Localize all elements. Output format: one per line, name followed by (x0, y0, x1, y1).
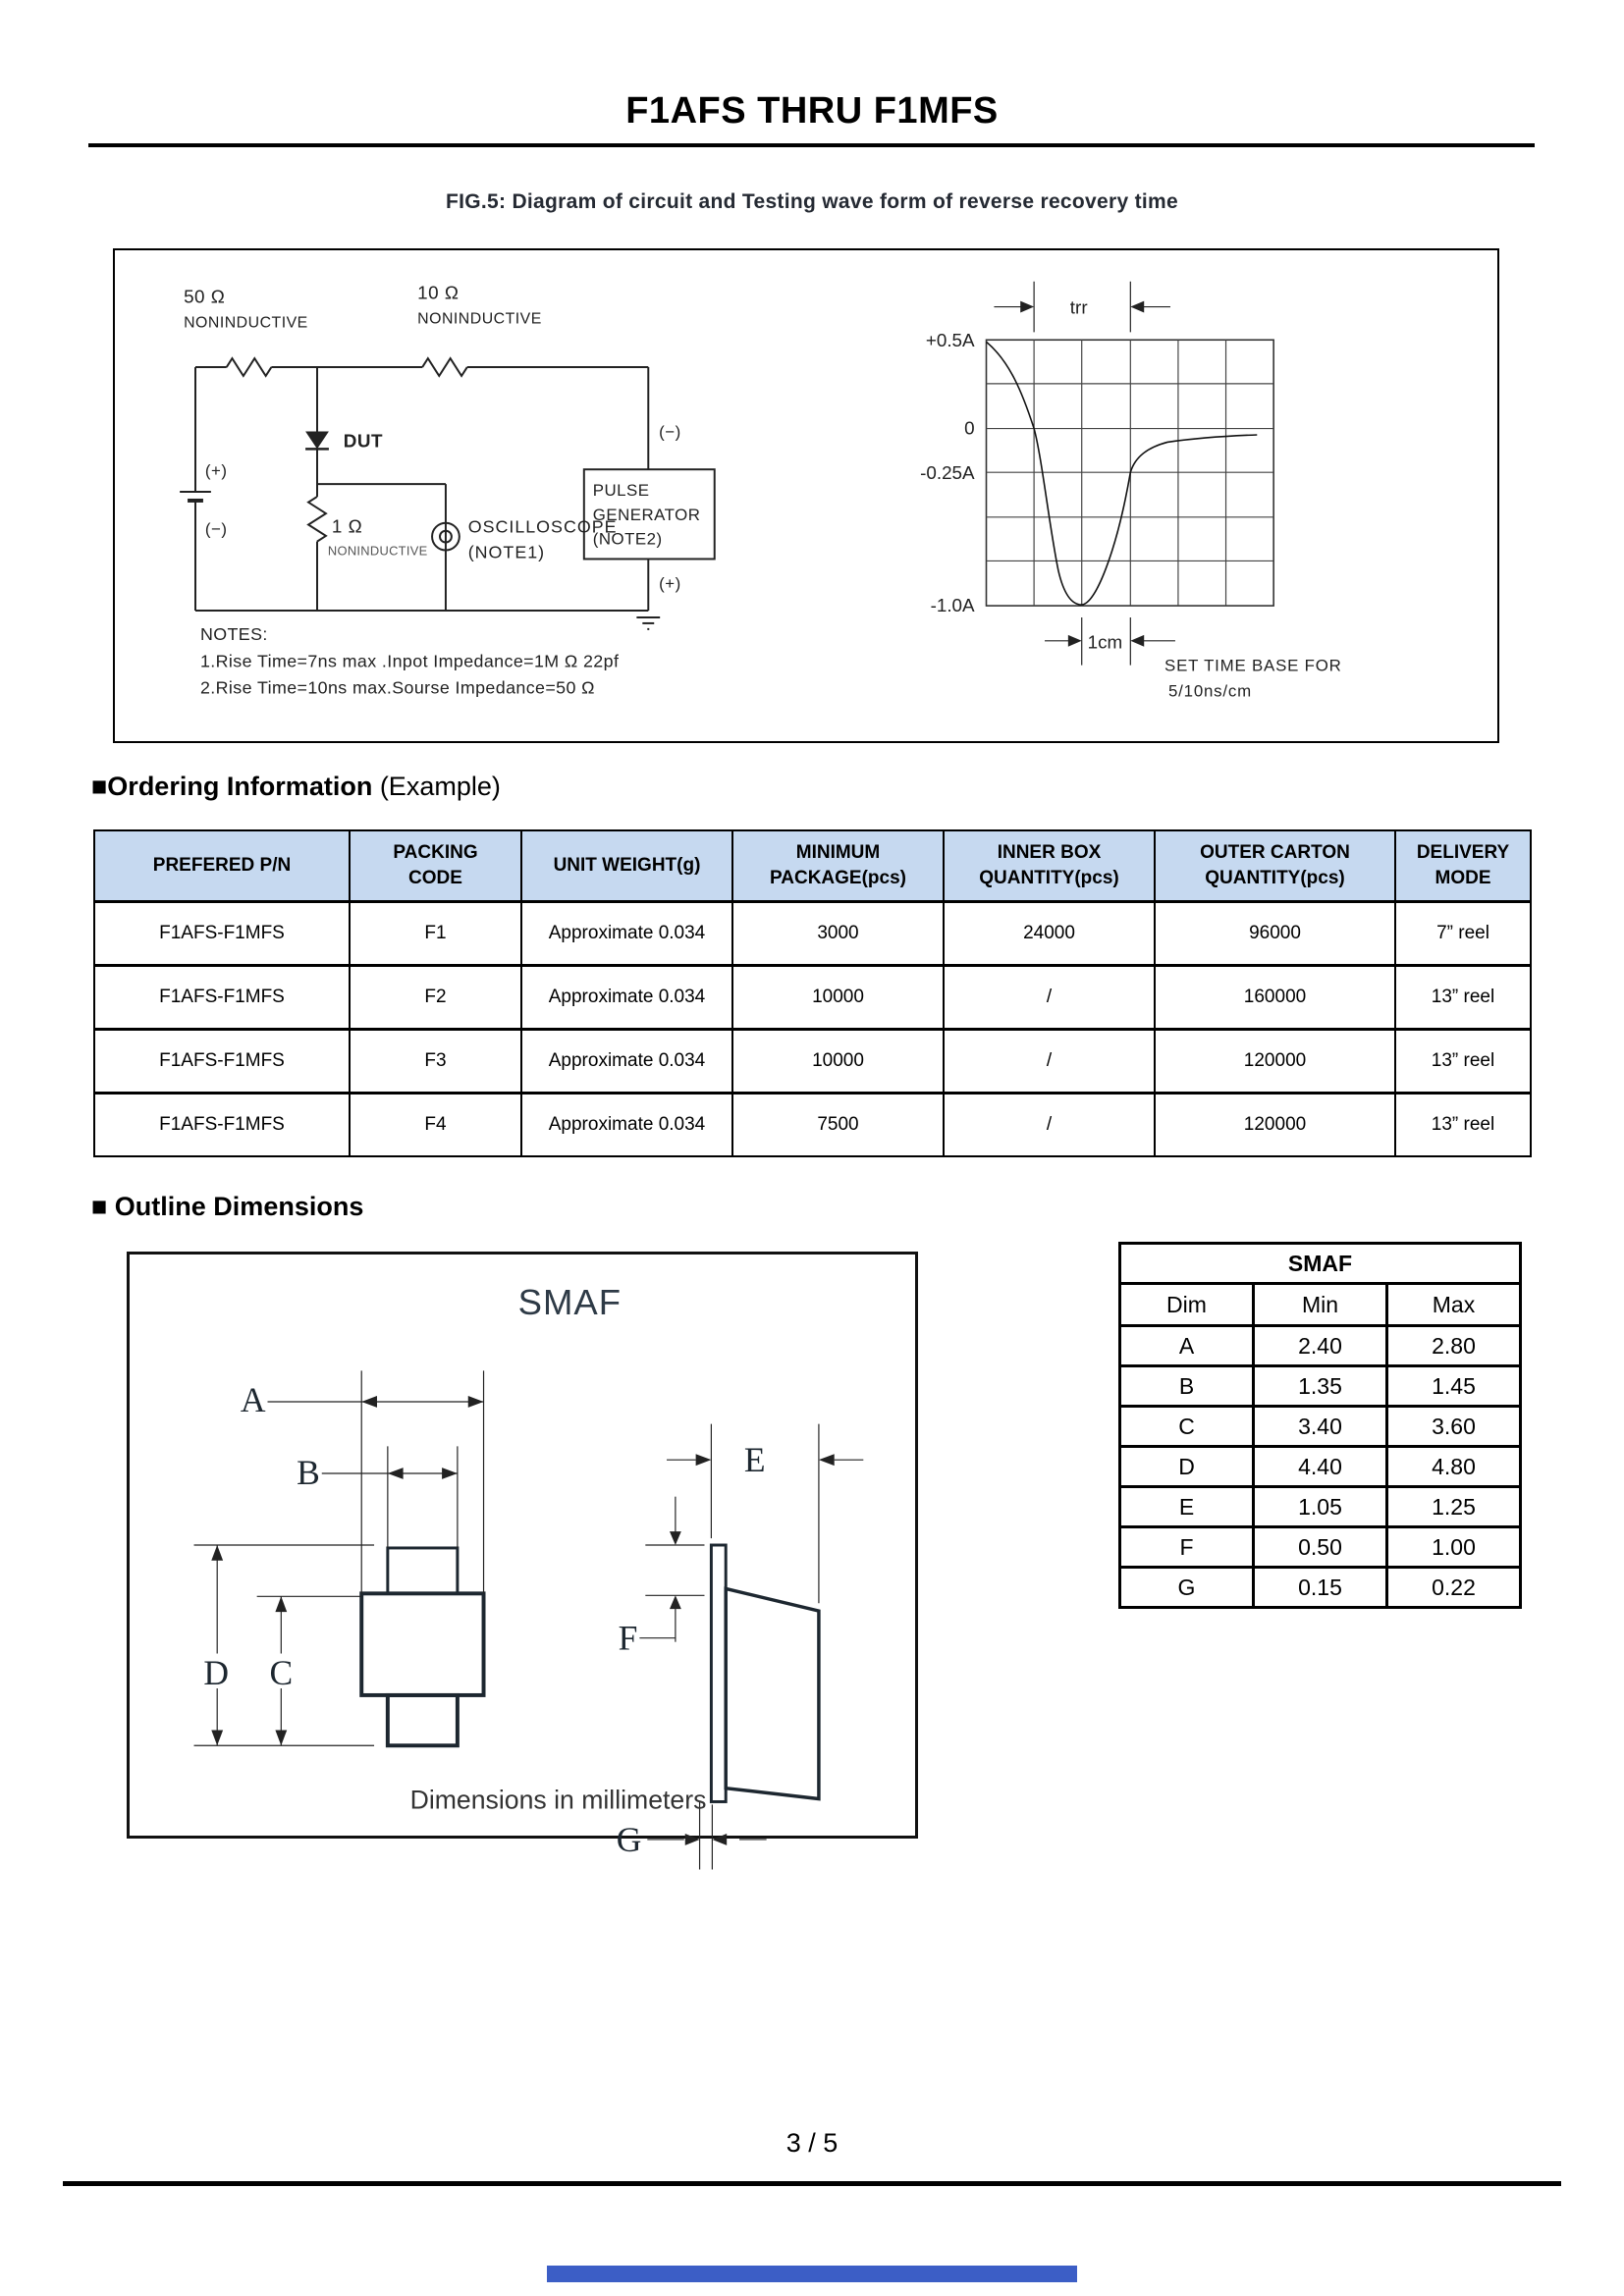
dims-title-row (1120, 1244, 1521, 1284)
pulse-generator-line3: (NOTE2) (592, 529, 663, 549)
dim-letter-E: E (743, 1440, 766, 1480)
page-title: F1AFS THRU F1MFS (625, 90, 999, 132)
footer-divider (63, 2181, 1561, 2186)
ordering-cell: Approximate 0.034 (521, 966, 732, 1030)
ordering-cell: / (944, 1094, 1155, 1157)
timebase-label-line2: 5/10ns/cm (1168, 681, 1252, 701)
y-label-plus05: +0.5A (925, 330, 975, 351)
ordering-cell: 24000 (944, 902, 1155, 966)
millimeters-note: Dimensions in millimeters (409, 1785, 707, 1815)
dimension-row (1120, 1447, 1521, 1487)
ordering-cell: 160000 (1155, 966, 1395, 1030)
ordering-cell: 13” reel (1395, 1030, 1531, 1094)
dimension-lines-front (194, 1370, 484, 1745)
ordering-column-header: OUTER CARTON QUANTITY(pcs) (1155, 830, 1395, 902)
note-2: 2.Rise Time=10ns max.Sourse Impedance=50 Ω (199, 677, 595, 698)
figure5-box (113, 248, 1499, 743)
ordering-cell: F1 (350, 902, 521, 966)
dimension-row (1120, 1326, 1521, 1366)
ordering-cell: F4 (350, 1094, 521, 1157)
ordering-cell: F1AFS-F1MFS (94, 966, 350, 1030)
dimension-cell: 3.40 (1254, 1407, 1387, 1447)
ordering-cell: F1AFS-F1MFS (94, 1094, 350, 1157)
note-1: 1.Rise Time=7ns max .Inpot Impedance=1M Ω 22pf (199, 651, 620, 671)
dimension-cell: 1.00 (1387, 1527, 1521, 1568)
dimension-cell: E (1120, 1487, 1254, 1527)
dims-column-header: Dim (1120, 1284, 1254, 1326)
package-side-view (711, 1545, 819, 1801)
dimension-cell: 1.25 (1387, 1487, 1521, 1527)
dim-letter-G: G (616, 1819, 642, 1859)
ordering-cell: 3000 (732, 902, 944, 966)
ordering-table-row (94, 1094, 1531, 1157)
package-front-view (361, 1548, 483, 1745)
dim-letter-B: B (297, 1452, 320, 1492)
figure5-caption: FIG.5: Diagram of circuit and Testing wave form of reverse recovery time (446, 190, 1178, 213)
ordering-cell: F3 (350, 1030, 521, 1094)
figure5-drawing (115, 250, 1493, 737)
ordering-cell: / (944, 966, 1155, 1030)
ordering-cell: 120000 (1155, 1094, 1395, 1157)
oscilloscope-note: (NOTE1) (467, 542, 546, 562)
ordering-table-row (94, 902, 1531, 966)
pulse-generator-line2: GENERATOR (592, 505, 701, 524)
ordering-table-row (94, 1030, 1531, 1094)
ordering-cell: Approximate 0.034 (521, 1030, 732, 1094)
outline-heading: ■ Outline Dimensions (91, 1192, 364, 1221)
generator-plus-label: (+) (659, 574, 681, 594)
ordering-cell: F2 (350, 966, 521, 1030)
ordering-column-header: MINIMUM PACKAGE(pcs) (732, 830, 944, 902)
ordering-cell: 10000 (732, 1030, 944, 1094)
dimension-cell: 0.22 (1387, 1568, 1521, 1608)
dimension-row (1120, 1407, 1521, 1447)
battery-plus-label: (+) (204, 461, 228, 481)
footer-accent-bar (547, 2266, 1077, 2282)
ordering-column-header: DELIVERY MODE (1395, 830, 1531, 902)
dimension-cell: 0.50 (1254, 1527, 1387, 1568)
ordering-cell: 7” reel (1395, 902, 1531, 966)
ordering-column-header: INNER BOX QUANTITY(pcs) (944, 830, 1155, 902)
dimension-cell: 4.40 (1254, 1447, 1387, 1487)
resistor-50ohm-value: 50 Ω (184, 286, 226, 307)
resistor-1ohm-type: NONINDUCTIVE (327, 543, 428, 559)
ordering-cell: / (944, 1030, 1155, 1094)
ordering-heading-suffix: (Example) (372, 772, 501, 801)
battery-minus-label: (−) (204, 519, 228, 539)
dimension-cell: D (1120, 1447, 1254, 1487)
dims-table-title: SMAF (1120, 1244, 1521, 1284)
generator-minus-label: (−) (659, 422, 681, 442)
resistor-1ohm-value: 1 Ω (331, 515, 363, 537)
ordering-cell: 7500 (732, 1094, 944, 1157)
oscilloscope-label: OSCILLOSCOPE (467, 516, 618, 537)
dut-label: DUT (343, 430, 383, 452)
ground-icon (636, 617, 660, 629)
smaf-package-drawing (130, 1255, 915, 1859)
dimension-row (1120, 1487, 1521, 1527)
dimension-cell: 3.60 (1387, 1407, 1521, 1447)
y-label-minus10: -1.0A (930, 595, 975, 616)
dim-letter-A: A (240, 1379, 266, 1419)
resistor-50ohm-type: NONINDUCTIVE (184, 314, 308, 332)
ordering-table (93, 829, 1532, 1157)
dimension-cell: 2.40 (1254, 1326, 1387, 1366)
ordering-column-header: PREFERED P/N (94, 830, 350, 902)
dims-header-row (1120, 1284, 1521, 1326)
y-label-zero: 0 (964, 417, 975, 439)
ordering-column-header: PACKING CODE (350, 830, 521, 902)
pulse-generator-line1: PULSE (592, 480, 650, 500)
dimension-cell: 4.80 (1387, 1447, 1521, 1487)
dimension-cell: 1.45 (1387, 1366, 1521, 1407)
ordering-heading-main: ■Ordering Information (91, 772, 373, 801)
ordering-cell: 96000 (1155, 902, 1395, 966)
dim-letter-C: C (269, 1653, 294, 1693)
ordering-cell: 10000 (732, 966, 944, 1030)
package-name-label: SMAF (517, 1282, 623, 1323)
one-cm-label: 1cm (1087, 631, 1123, 653)
recovery-current-trace (987, 342, 1258, 605)
ordering-cell: 13” reel (1395, 1094, 1531, 1157)
resistor-10ohm-type: NONINDUCTIVE (417, 310, 542, 328)
dimension-row (1120, 1366, 1521, 1407)
diode-symbol (305, 432, 329, 450)
ordering-cell: 13” reel (1395, 966, 1531, 1030)
dimension-cell: G (1120, 1568, 1254, 1608)
ordering-cell: Approximate 0.034 (521, 902, 732, 966)
ordering-cell: F1AFS-F1MFS (94, 1030, 350, 1094)
dimension-cell: C (1120, 1407, 1254, 1447)
smaf-dimensions-table (1118, 1242, 1522, 1609)
dimension-cell: 2.80 (1387, 1326, 1521, 1366)
dimension-cell: B (1120, 1366, 1254, 1407)
dimension-row (1120, 1527, 1521, 1568)
title-divider (88, 143, 1535, 147)
dimension-cell: 1.35 (1254, 1366, 1387, 1407)
ordering-table-row (94, 966, 1531, 1030)
y-label-minus025: -0.25A (920, 462, 975, 484)
ordering-header-row (94, 830, 1531, 902)
trr-label: trr (1069, 296, 1088, 318)
notes-title: NOTES: (199, 623, 268, 644)
ordering-cell: 120000 (1155, 1030, 1395, 1094)
dimension-cell: 1.05 (1254, 1487, 1387, 1527)
dims-column-header: Max (1387, 1284, 1521, 1326)
ordering-cell: F1AFS-F1MFS (94, 902, 350, 966)
ordering-cell: Approximate 0.034 (521, 1094, 732, 1157)
ordering-heading (91, 772, 501, 802)
page-number: 3 / 5 (785, 2128, 839, 2158)
dimension-cell: 0.15 (1254, 1568, 1387, 1608)
dim-letter-F: F (618, 1618, 638, 1658)
dims-column-header: Min (1254, 1284, 1387, 1326)
dim-letter-D: D (203, 1653, 230, 1693)
resistor-10ohm-value: 10 Ω (417, 282, 460, 303)
ordering-column-header: UNIT WEIGHT(g) (521, 830, 732, 902)
timebase-label-line1: SET TIME BASE FOR (1164, 656, 1342, 675)
dimension-cell: F (1120, 1527, 1254, 1568)
dimension-row (1120, 1568, 1521, 1608)
dimension-cell: A (1120, 1326, 1254, 1366)
outline-drawing-box (127, 1252, 918, 1859)
